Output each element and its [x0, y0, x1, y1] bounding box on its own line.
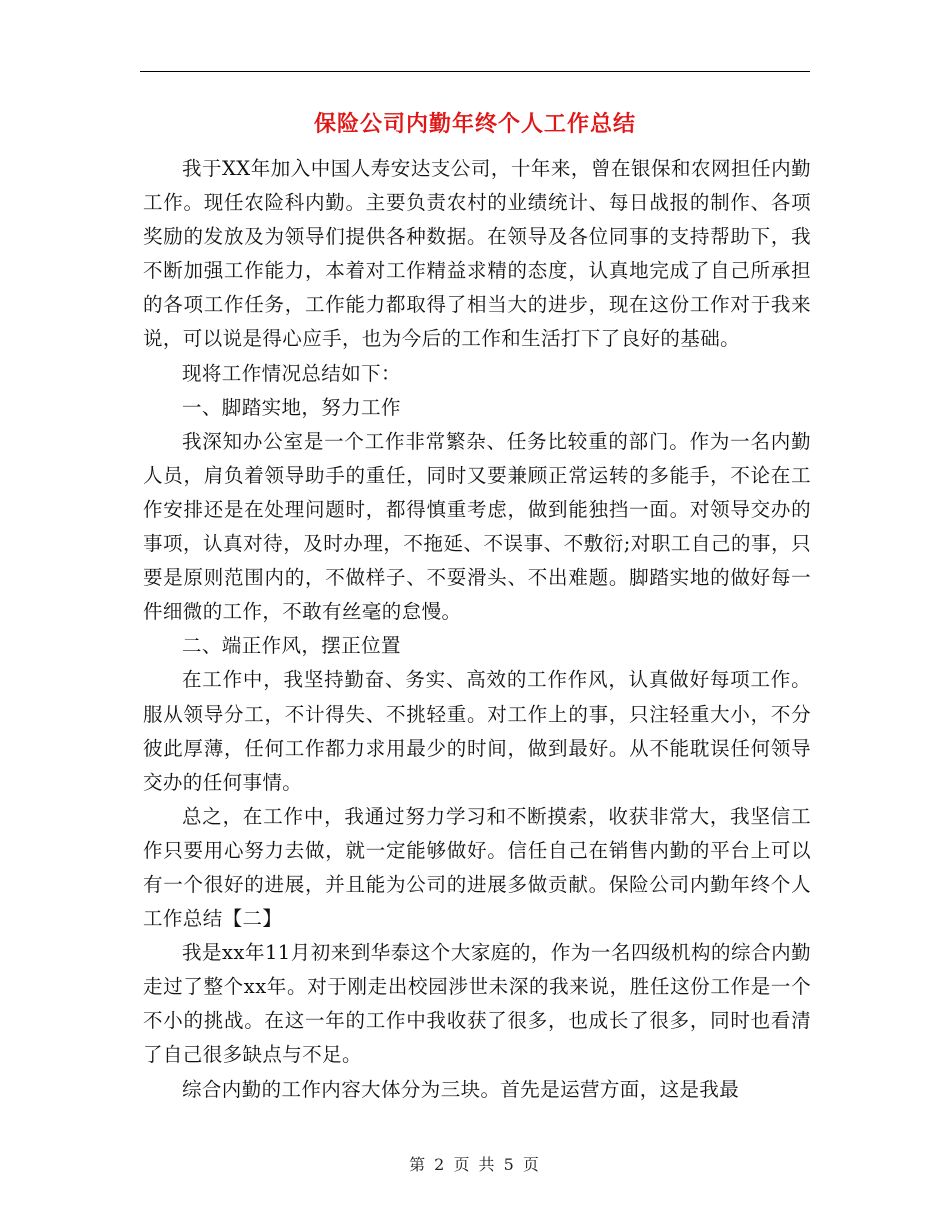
section-heading-1: 一、脚踏实地，努力工作: [182, 395, 401, 419]
paragraph-section-1: 我深知办公室是一个工作非常繁杂、任务比较重的部门。作为一名内勤人员，肩负着领导助手的重任，同时又要兼顾正常运转的多能手，不论在工作安排还是在处理问题时，都得慎重考虑，做到能独挡一面。对领导交办的事项，认真对待，及时办理，不拖延、不误事、不敷衍;对职工自己的事，只要是原则范围内的，不做样子、不耍滑头、不出难题。脚踏实地的做好每一件细微的工作，不敢有丝毫的怠慢。: [143, 429, 811, 624]
paragraph-part-two-intro: 我是xx年11月初来到华泰这个大家庭的，作为一名四级机构的综合内勤走过了整个xx年。对于刚走出校园涉世未深的我来说，胜任这份工作是一个不小的挑战。在这一年的工作中我收获了很多，也成长了很多，同时也看清了自己很多缺点与不足。: [143, 941, 811, 1067]
paragraph-intro: 我于XX年加入中国人寿安达支公司，十年来，曾在银保和农网担任内勤工作。现任农险科内勤。主要负责农村的业绩统计、每日战报的制作、各项奖励的发放及为领导们提供各种数据。在领导及各位同事的支持帮助下，我不断加强工作能力，本着对工作精益求精的态度，认真地完成了自己所承担的各项工作任务，工作能力都取得了相当大的进步，现在这份工作对于我来说，可以说是得心应手，也为今后的工作和生活打下了良好的基础。: [143, 157, 811, 351]
header-rule: [140, 71, 810, 72]
section-heading-2: 二、端正作风，摆正位置: [182, 634, 401, 658]
paragraph-conclusion: 总之，在工作中，我通过努力学习和不断摸索，收获非常大，我坚信工作只要用心努力去做，就一定能够做好。信任自己在销售内勤的平台上可以有一个很好的进展，并且能为公司的进展多做贡献。保险公司内勤年终个人工作总结【二】: [143, 804, 811, 931]
document-title: 保险公司内勤年终个人工作总结: [313, 112, 636, 137]
paragraph-summary-lead: 现将工作情况总结如下：: [182, 361, 401, 385]
paragraph-part-two-content: 综合内勤的工作内容大体分为三块。首先是运营方面，这是我最: [182, 1077, 740, 1101]
page-number: 第 2 页 共 5 页: [409, 1155, 541, 1174]
paragraph-section-2: 在工作中，我坚持勤奋、务实、高效的工作作风，认真做好每项工作。服从领导分工，不计得失、不挑轻重。对工作上的事，只注轻重大小，不分彼此厚薄，任何工作都力求用最少的时间，做到最好。从不能耽误任何领导交办的任何事情。: [143, 668, 811, 794]
document-body: [143, 152, 811, 1107]
